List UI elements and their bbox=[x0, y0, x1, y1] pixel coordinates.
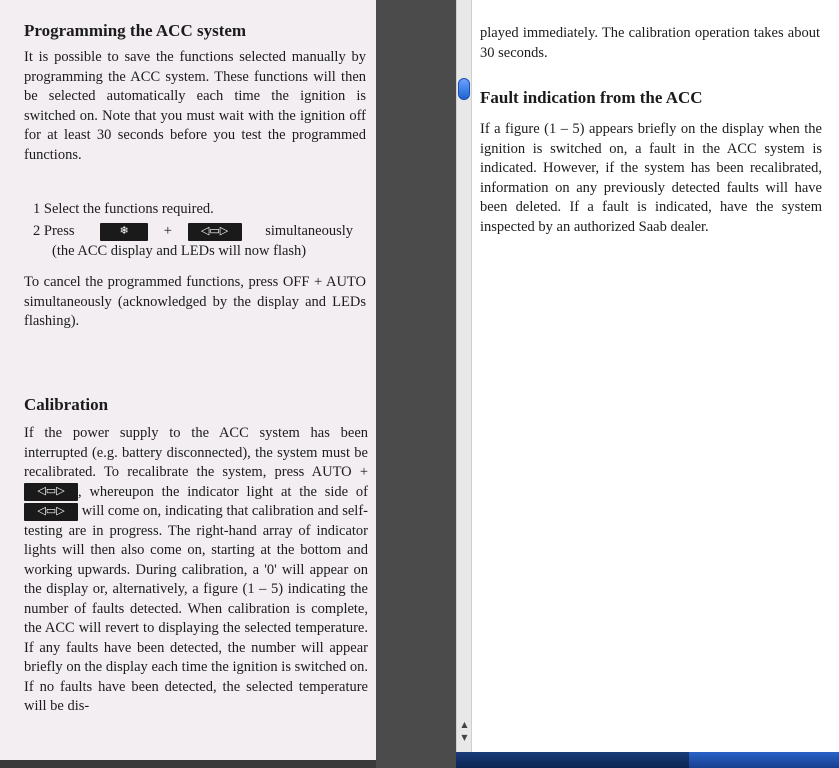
calibration-text-3: will come on, indicating that calibration and self-testing are in progress. The right-hand array of indicator lights will then also come on, starting at the bottom and working upwards. During calibration, a '0' will appear on the display or, alternatively, a figure (1 – 5) indicating the number of faults detected. When calibration is complete, the ACC will revert to displaying the selected temperature. If any faults have been detected, the number will appear briefly on the display each time the ignition is switched on. If no faults have been detected, the selected temperature will be dis- bbox=[24, 503, 368, 714]
calibration-text-1: If the power supply to the ACC system has been interrupted (e.g. battery disconnected), the system must be recalibrated. To recalibrate the system, press AUTO + bbox=[24, 425, 368, 480]
section-title-fault-indication: Fault indication from the ACC bbox=[480, 88, 703, 107]
left-right-arrows-icon: ◁▭▷ bbox=[24, 483, 78, 501]
step-2-note: (the ACC display and LEDs will now flash) bbox=[52, 243, 307, 259]
scroll-thumb[interactable] bbox=[458, 78, 470, 100]
step-2-prefix: 2 Press bbox=[33, 223, 75, 239]
scroll-down-arrow-icon[interactable]: ▼ bbox=[461, 733, 468, 742]
ac-fan-icon: ❄ bbox=[100, 223, 148, 241]
step-1: 1 Select the functions required. bbox=[33, 201, 214, 217]
cancel-paragraph: To cancel the programmed functions, press OFF + AUTO simultaneously (acknowledged by the display and LEDs flashing). bbox=[24, 274, 366, 329]
calibration-paragraph bbox=[24, 424, 368, 717]
step-2 bbox=[33, 222, 368, 242]
calibration-continuation: played immediately. The calibration operation takes about 30 seconds. bbox=[480, 25, 820, 61]
step-2-suffix: simultaneously bbox=[265, 223, 353, 239]
taskbar bbox=[456, 752, 839, 768]
left-right-arrows-icon: ◁▭▷ bbox=[188, 223, 242, 241]
section-title-programming: Programming the ACC system bbox=[24, 21, 247, 40]
fault-indication-paragraph: If a figure (1 – 5) appears briefly on the display when the ignition is switched on, a fault in the ACC system is indicated. However, if the system has been recalibrated, information on any previously detected faults will have been deleted. If a fault is indicated, have the system inspected by an authorized Saab dealer. bbox=[480, 121, 822, 235]
taskbar-tray bbox=[689, 752, 839, 768]
section-title-calibration: Calibration bbox=[24, 395, 109, 414]
scroll-up-arrow-icon[interactable]: ▲ bbox=[461, 720, 468, 729]
programming-paragraph: It is possible to save the functions selected manually by programming the ACC system. These functions will then be selected automatically each time the ignition is switched on. Note that you must wait with the ignition off for at least 30 seconds before you test the programmed functions. bbox=[24, 49, 366, 163]
page-gutter bbox=[376, 0, 456, 768]
calibration-text-2: , whereupon the indicator light at the side of bbox=[78, 483, 368, 500]
vertical-scrollbar[interactable] bbox=[456, 0, 472, 752]
left-right-arrows-icon: ◁▭▷ bbox=[24, 503, 78, 521]
plus-sign: + bbox=[163, 223, 172, 239]
right-page bbox=[472, 0, 839, 752]
